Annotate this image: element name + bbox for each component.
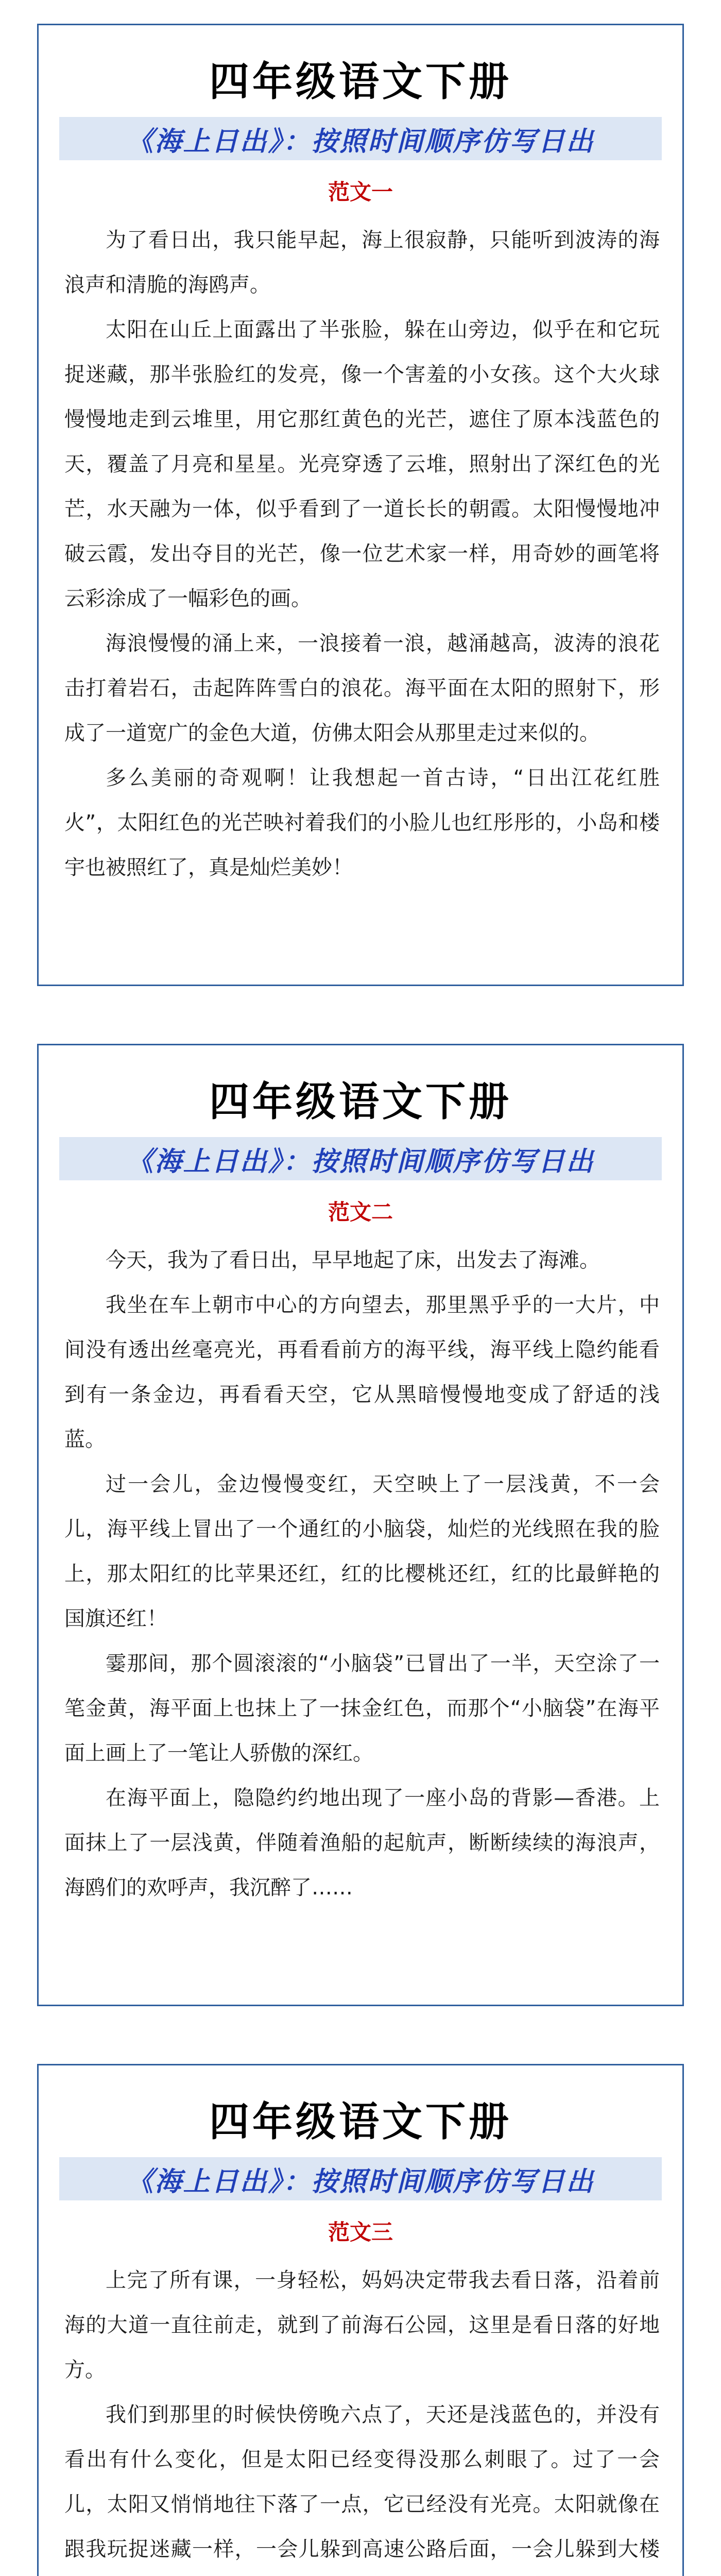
essay-paragraph: 海浪慢慢的涌上来，一浪接着一浪，越涌越高，波涛的浪花击打着岩石，击起阵阵雪白的浪花。海平面在太阳的照射下，形成了一道宽广的金色大道，仿佛太阳会从那里走过来似的。 xyxy=(64,632,660,745)
essay-paragraph: 太阳在山丘上面露出了半张脸，躲在山旁边，似乎在和它玩捉迷藏，那半张脸红的发亮，像一个害羞的小女孩。这个大火球慢慢地走到云堆里，用它那红黄色的光芒，遮住了原本浅蓝色的天，覆盖了月亮和星星。光亮穿透了云堆，照射出了深红色的光芒，水天融为一体，似乎看到了一道长长的朝霞。太阳慢慢地冲破云霞，发出夺目的光芒，像一位艺术家一样，用奇妙的画笔将云彩涂成了一幅彩色的画。 xyxy=(64,318,660,611)
subtitle-banner xyxy=(59,1137,662,1180)
subtitle-text: 《海上日出》：按照时间顺序仿写日出 xyxy=(126,1145,595,1177)
essay-label: 范文三 xyxy=(328,2219,393,2245)
essay-body xyxy=(64,218,660,890)
document-title: 四年级语文下册 xyxy=(209,1078,512,1125)
essay-body xyxy=(64,1238,660,1910)
essay-paragraph: 上完了所有课，一身轻松，妈妈决定带我去看日落，沿着前海的大道一直往前走，就到了前海石公园，这里是看日落的好地方。 xyxy=(64,2268,660,2382)
essay-card-3 xyxy=(37,2064,684,2576)
essay-paragraph: 过一会儿，金边慢慢变红，天空映上了一层浅黄，不一会儿，海平线上冒出了一个通红的小脑袋，灿烂的光线照在我的脸上，那太阳红的比苹果还红，红的比樱桃还红，红的比最鲜艳的国旗还红！ xyxy=(64,1472,660,1631)
essay-body xyxy=(64,2258,660,2576)
document-title: 四年级语文下册 xyxy=(209,2098,512,2145)
essay-paragraph: 今天，我为了看日出，早早地起了床，出发去了海滩。 xyxy=(106,1248,600,1272)
essay-label: 范文一 xyxy=(328,179,393,205)
essay-paragraph: 霎那间，那个圆滚滚的“小脑袋”已冒出了一半，天空涂了一笔金黄，海平面上也抹上了一抹金红色，而那个“小脑袋”在海平面上画上了一笔让人骄傲的深红。 xyxy=(64,1652,660,1765)
essay-paragraph: 在海平面上，隐隐约约地出现了一座小岛的背影—香港。上面抹上了一层浅黄，伴随着渔船的起航声，断断续续的海浪声，海鸥们的欢呼声，我沉醉了…… xyxy=(64,1786,660,1900)
subtitle-banner xyxy=(59,2157,662,2200)
essay-card-2 xyxy=(37,1044,684,2006)
document-title: 四年级语文下册 xyxy=(209,58,512,105)
essay-paragraph: 我们到那里的时候快傍晚六点了，天还是浅蓝色的，并没有看出有什么变化，但是太阳已经变得没那么刺眼了。过了一会儿，太阳又悄悄地往下落了一点，它已经没有光亮。太阳就像在跟我玩捉迷藏一样，一会儿躲到高速公路后面，一会儿躲到大楼 xyxy=(64,2403,660,2561)
essay-paragraph: 我坐在车上朝市中心的方向望去，那里黑乎乎的一大片，中间没有透出丝毫亮光，再看看前方的海平线，海平线上隐约能看到有一条金边，再看看天空，它从黑暗慢慢地变成了舒适的浅蓝。 xyxy=(64,1293,660,1451)
essay-card-1 xyxy=(37,24,684,986)
subtitle-banner xyxy=(59,117,662,160)
subtitle-text: 《海上日出》：按照时间顺序仿写日出 xyxy=(126,2165,595,2197)
essay-label: 范文二 xyxy=(328,1199,393,1225)
essay-paragraph: 多么美丽的奇观啊！让我想起一首古诗，“日出江花红胜火”，太阳红色的光芒映衬着我们的小脸儿也红彤彤的，小岛和楼宇也被照红了，真是灿烂美妙！ xyxy=(64,766,660,879)
essay-paragraph: 为了看日出，我只能早起，海上很寂静，只能听到波涛的海浪声和清脆的海鸥声。 xyxy=(64,228,660,297)
subtitle-text: 《海上日出》：按照时间顺序仿写日出 xyxy=(126,125,595,157)
